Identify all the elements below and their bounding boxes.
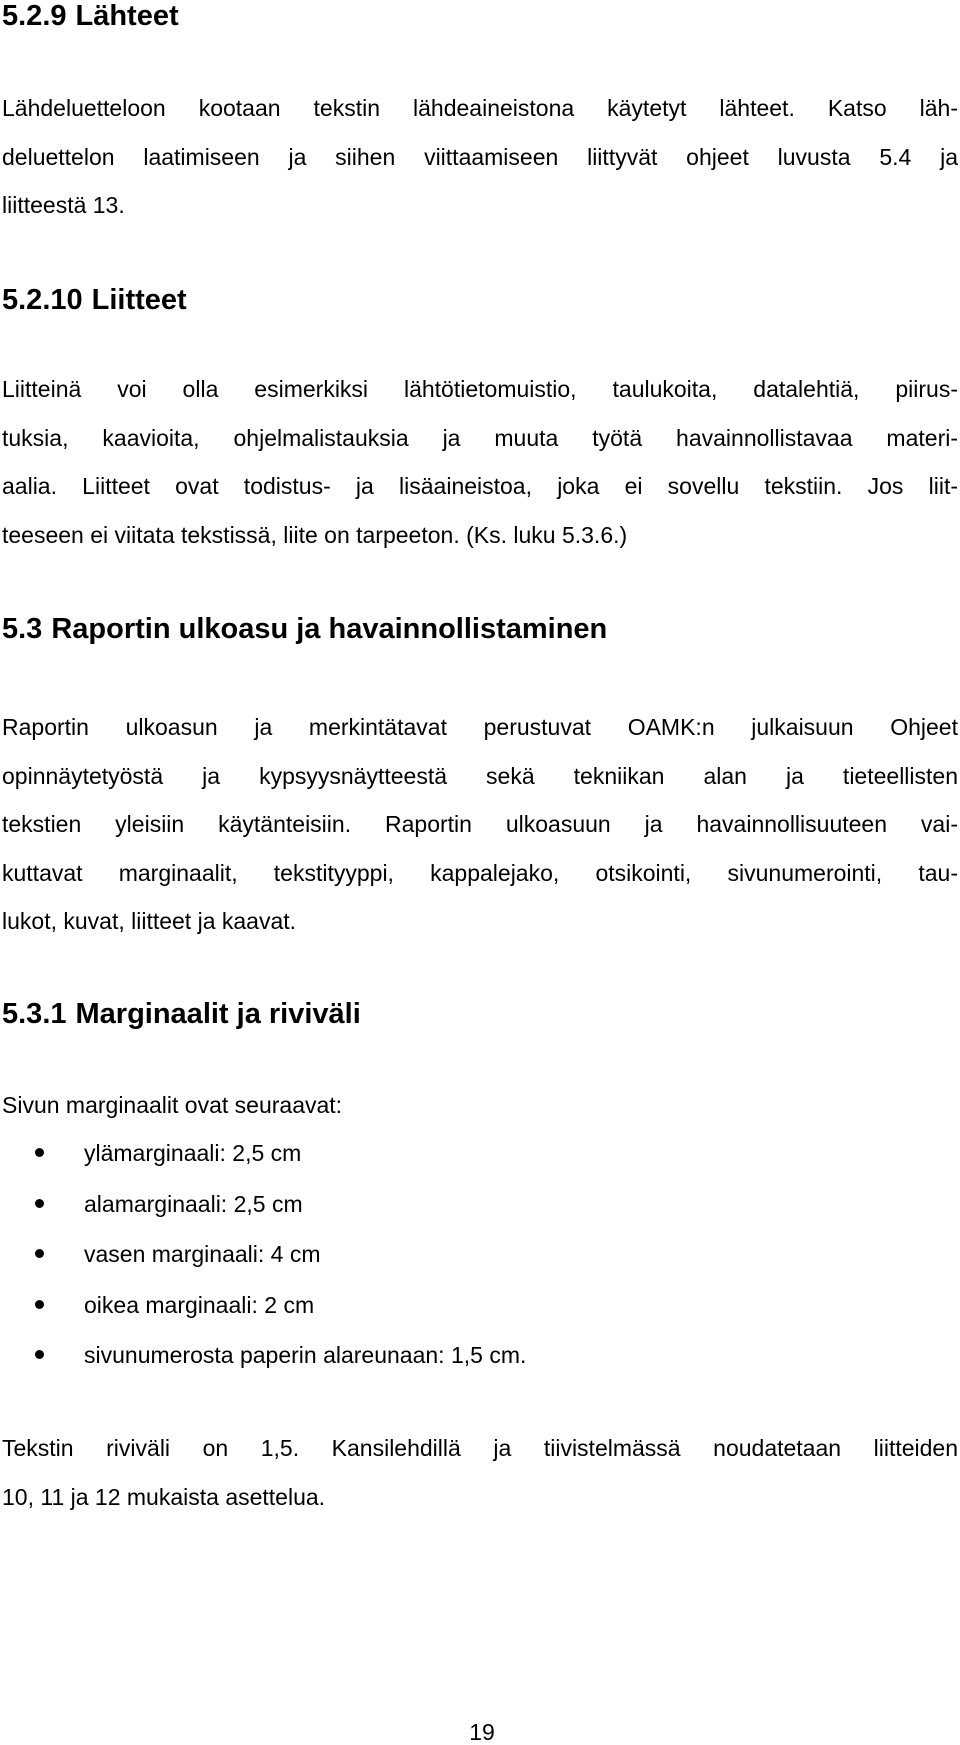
paragraph-ulkoasu xyxy=(2,703,958,946)
heading-number: 5.3.1 xyxy=(2,998,67,1030)
bullet-icon xyxy=(35,1300,44,1309)
heading-5-2-10 xyxy=(2,283,187,317)
list-item xyxy=(2,1229,526,1280)
heading-title: Lähteet xyxy=(75,0,179,32)
list-item xyxy=(2,1128,526,1179)
page-number: 19 xyxy=(469,1719,495,1745)
bullet-icon xyxy=(35,1350,44,1359)
heading-title: Liitteet xyxy=(91,284,187,316)
list-item-text: sivunumerosta paperin alareunaan: 1,5 cm. xyxy=(84,1342,527,1368)
paragraph-liitteet xyxy=(2,365,958,559)
list-item xyxy=(2,1179,526,1230)
heading-5-3 xyxy=(2,612,607,646)
heading-number: 5.3 xyxy=(2,613,43,645)
text-line: opinnäytetyöstä ja kypsyysnäytteestä sekä tekniikan alan ja tieteellisten xyxy=(2,762,958,789)
text-line: Tekstin riviväli on 1,5. Kansilehdillä ja tiivistelmässä noudatetaan liitteiden xyxy=(2,1435,958,1461)
text-line: liitteestä 13. xyxy=(2,192,125,218)
bullet-icon xyxy=(35,1199,44,1208)
text-line: kuttavat marginaalit, tekstityyppi, kappalejako, otsikointi, sivunumerointi, tau- xyxy=(2,859,958,886)
list-item xyxy=(2,1330,526,1381)
margin-list xyxy=(2,1128,526,1381)
text-line: Sivun marginaalit ovat seuraavat: xyxy=(2,1092,343,1118)
text-line: tekstien yleisiin käytänteisiin. Raportin ulkoasuun ja havainnollisuuteen vai- xyxy=(2,811,958,837)
text-line: teeseen ei viitata tekstissä, liite on tarpeeton. (Ks. luku 5.3.6.) xyxy=(2,521,628,548)
list-item-text: alamarginaali: 2,5 cm xyxy=(84,1190,303,1217)
bullet-icon xyxy=(35,1249,44,1258)
text-line: aalia. Liitteet ovat todistus- ja lisäaineistoa, joka ei sovellu tekstiin. Jos liit- xyxy=(2,473,958,499)
heading-number: 5.2.9 xyxy=(2,0,67,32)
text-line: Raportin ulkoasun ja merkintätavat perustuvat OAMK:n julkaisuun Ohjeet xyxy=(2,714,958,740)
list-item xyxy=(2,1280,526,1331)
text-line: Liitteinä voi olla esimerkiksi lähtötietomuistio, taulukoita, datalehtiä, piirus- xyxy=(2,376,958,402)
text-line: Lähdeluetteloon kootaan tekstin lähdeaineistona käytetyt lähteet. Katso läh- xyxy=(2,95,958,121)
list-item-text: oikea marginaali: 2 cm xyxy=(84,1291,315,1318)
bullet-icon xyxy=(35,1148,44,1157)
text-line: lukot, kuvat, liitteet ja kaavat. xyxy=(2,908,297,934)
list-item-text: vasen marginaali: 4 cm xyxy=(84,1241,321,1267)
heading-title: Raportin ulkoasu ja havainnollistaminen xyxy=(51,613,608,645)
heading-title: Marginaalit ja riviväli xyxy=(75,998,361,1030)
paragraph-lahteet xyxy=(2,84,958,230)
heading-5-3-1 xyxy=(2,997,361,1031)
heading-5-2-9 xyxy=(2,0,179,33)
text-line: tuksia, kaavioita, ohjelmalistauksia ja muuta työtä havainnollistavaa materi- xyxy=(2,424,958,451)
paragraph-marginaalit-intro xyxy=(2,1081,958,1130)
text-line: deluettelon laatimiseen ja siihen viittaamiseen liittyvät ohjeet luvusta 5.4 ja xyxy=(2,143,958,170)
list-item-text: ylämarginaali: 2,5 cm xyxy=(84,1140,302,1166)
text-line: 10, 11 ja 12 mukaista asettelua. xyxy=(2,1483,326,1510)
heading-number: 5.2.10 xyxy=(2,284,83,316)
paragraph-rivivali xyxy=(2,1424,958,1521)
